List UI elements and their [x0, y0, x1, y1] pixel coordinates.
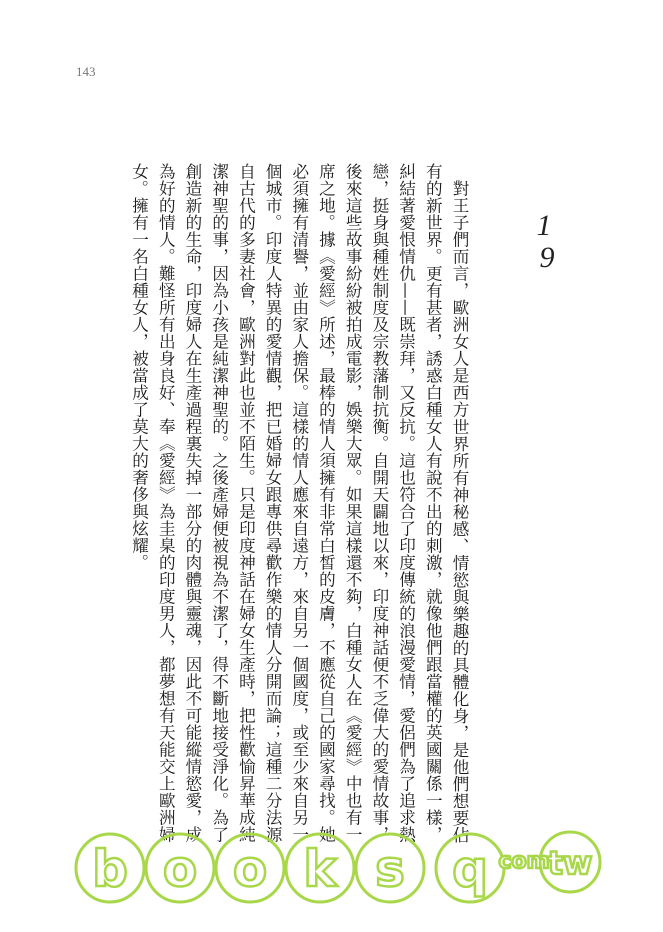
watermark-circle-b	[76, 834, 144, 902]
watermark-tw: tw	[547, 844, 593, 882]
watermark-letter: k	[303, 840, 337, 898]
watermark-circle-o2	[216, 834, 284, 902]
watermark-circle-q	[436, 834, 504, 902]
watermark-letter: s	[375, 840, 405, 898]
watermark-circle-k	[286, 834, 354, 902]
watermark-circle-o1	[146, 834, 214, 902]
chapter-number	[524, 210, 564, 274]
chapter-digit-1: 1	[536, 209, 552, 242]
chapter-digit-2: 9	[539, 241, 555, 274]
watermark-circle-s	[356, 834, 424, 902]
watermark-circle-tw	[540, 832, 600, 892]
page-number: 143	[76, 64, 96, 79]
watermark-letter: o	[232, 840, 268, 898]
watermark-com: com	[498, 849, 550, 874]
watermark-letter: q	[452, 840, 488, 898]
watermark-letter: o	[162, 840, 198, 898]
vertical-body-text	[100, 163, 472, 843]
watermark-letters	[92, 840, 592, 898]
watermark-letter: b	[92, 840, 128, 898]
paragraph: 對王子們而言，歐洲女人是西方世界所有神秘感、情慾與樂趣的具體化身，是他們想要佔有的新世界。更有甚者，誘惑白種女人有說不出的刺激，就像他們跟當權的英國關係一樣，糾結著愛恨情仇——既崇拜，又反抗。這也符合了印度傳統的浪漫愛情，愛侶們為了追求熱戀，挺身與種姓制度及宗教藩制抗衡。自開天闢地以來，印度神話便不乏偉大的愛情故事，後來這些故事紛紛被拍成電影，娛樂大眾。如果這樣還不夠，白種女人在《愛經》中也有一席之地。據《愛經》所述，最棒的情人須擁有非常白皙的皮膚，不應從自己的國家尋找。她必須擁有清譽，並由家人擔保。這樣的情人應來自遠方，來自另一個國度，或至少來自另一個城市。印度人特異的愛情觀，把已婚婦女跟專供尋歡作樂的情人分開而論；這種二分法源自古代的多妻社會，歐洲對此也並不陌生。只是印度神話在婦女生產時，把性歡愉昇華成純潔神聖的事，因為小孩是純潔神聖的。之後產婦便被視為不潔了，得不斷地接受淨化。為了創造新的生命，印度婦人在生產過程裏失掉一部分的肉體與靈魂，因此不可能縱情慾愛，成為好的情人。難怪所有出身良好、奉《愛經》為圭臬的印度男人，都夢想有天能交上歐洲婦女。擁有一名白種女人，被當成了莫大的奢侈與炫耀。	[129, 163, 469, 843]
